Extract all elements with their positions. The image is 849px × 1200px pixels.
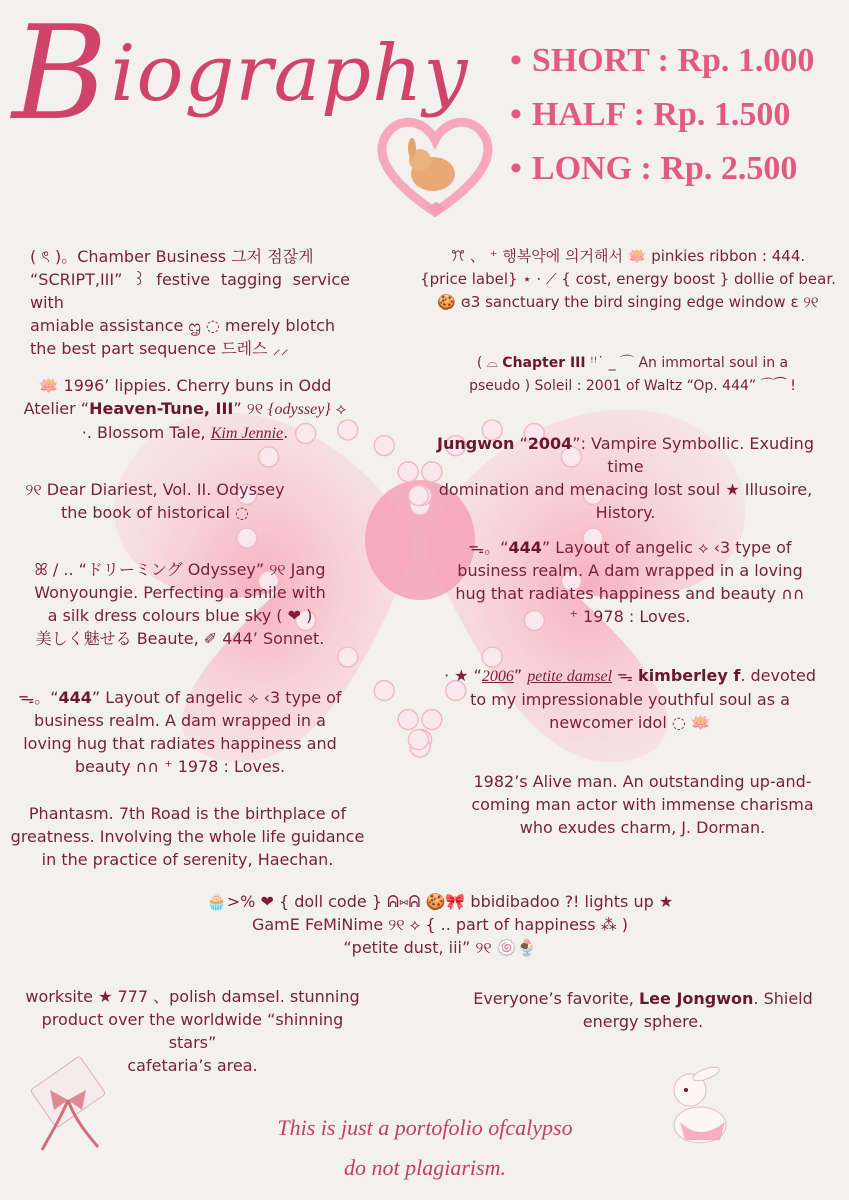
right-block-1: ꔫ 、 ⁺ 행복약에 의거해서 🪷 pinkies ribbon : 444. {price label} ⋆ ⋅ ⟋ { cost, energy boost } dollie of bear. 🍪 ɞ3 sanctuary the bird singing edge window ɛ ୨୧ [420, 247, 836, 311]
left-block-4: ꕤ / .. “ドリーミング Odyssey” ୨୧ Jang Wonyoungie. Perfecting a smile with a silk dress colours blue sky ( ❤ ) 美しく魅せる Beaute, ✐ 444’ Sonnet. [34, 560, 326, 648]
left-block-2: 🪷 1996’ lippies. Cherry buns in Odd Atelier “Heaven-Tune, III” ୨୧ {odyssey} ⟡ ·. Blossom Tale, Kim Jennie. [23, 376, 347, 442]
pearl [237, 528, 257, 548]
left-block-7: worksite ★ 777 、polish damsel. stunning product over the worldwide “shinning stars” cafetaria’s area. [25, 987, 360, 1075]
pearl [408, 730, 428, 750]
left-block-5: ᯓ。“444” Layout of angelic ⟡ ‹3 type of business realm. A dam wrapped in a loving hug that radiates happiness and beauty ∩∩ ⁺ 1978 : Loves. [18, 688, 342, 776]
left-block-3: ୨୧ Dear Diariest, Vol. II. Odyssey the book of historical ◌ [25, 480, 285, 522]
bullet-icon: • [510, 150, 522, 187]
left-block-1: ( ৎ )。Chamber Business 그저 점잖게 “SCRIPT,III” ꒱ festive tagging service with amiable assistance ᦗ ◌ merely blotch the best part sequence 드레스 ⸝⸝ [30, 247, 350, 358]
pearl [259, 447, 279, 467]
price-short: • SHORT : Rp. 1.000 [510, 42, 815, 79]
right-block-6: 1982’s Alive man. An outstanding up-and- coming man actor with immense charisma who exudes charm, J. Dorman. [471, 772, 814, 837]
bullet-icon: • [510, 42, 522, 79]
pearl [374, 681, 394, 701]
right-block-7: Everyone’s favorite, Lee Jongwon. Shield energy sphere. [473, 989, 813, 1031]
left-block-6: Phantasm. 7th Road is the birthplace of greatness. Involving the whole life guidance in the practice of serenity, Haechan. [10, 804, 365, 869]
pearl [422, 709, 442, 729]
footer-disclaimer: This is just a portofolio ofcalypso do not plagiarism. [277, 1115, 573, 1180]
page-title [12, 0, 469, 149]
pearl [374, 436, 394, 456]
bullet-icon: • [510, 96, 522, 133]
title-initial: B [12, 0, 109, 149]
right-block-2: ( ⌓ Chapter III ꜝꜝ˙ _ ⌒ An immortal soul in a pseudo ) Soleil : 2001 of Waltz “Op. 444” ⌒⁀ ! [469, 355, 796, 394]
title-rest: iography [110, 29, 469, 119]
center-block: 🧁>% ❤ { doll code } ᕱ⑅ᕱ 🍪🎀 bbidibadoo ?! lights up ★ GamE FeMiNime ୨୧ ⟡ { .. part of happiness ⁂ ) “petite dust, iii” ୨୧ 🍥🍨 [206, 892, 674, 957]
pearl [398, 462, 418, 482]
dancing-bunny-icon [650, 1060, 745, 1160]
pearl [398, 709, 418, 729]
right-block-3: Jungwon “2004”: Vampire Symbollic. Exuding time domination and menacing lost soul ★ Illusoire, History. [437, 434, 814, 522]
price-half: • HALF : Rp. 1.500 [510, 96, 791, 133]
price-long: • LONG : Rp. 2.500 [510, 150, 798, 187]
right-block-4: ᯓ。“444” Layout of angelic ⟡ ‹3 type of business realm. A dam wrapped in a loving hug that radiates happiness and beauty ∩∩ ⁺ 1978 : Loves. [455, 538, 805, 626]
right-block-5: ⋅ ★ “2006” petite damsel ᯓ kimberley f. devoted to my impressionable youthful soul as a newcomer idol ◌ 🪷 [443, 666, 817, 732]
